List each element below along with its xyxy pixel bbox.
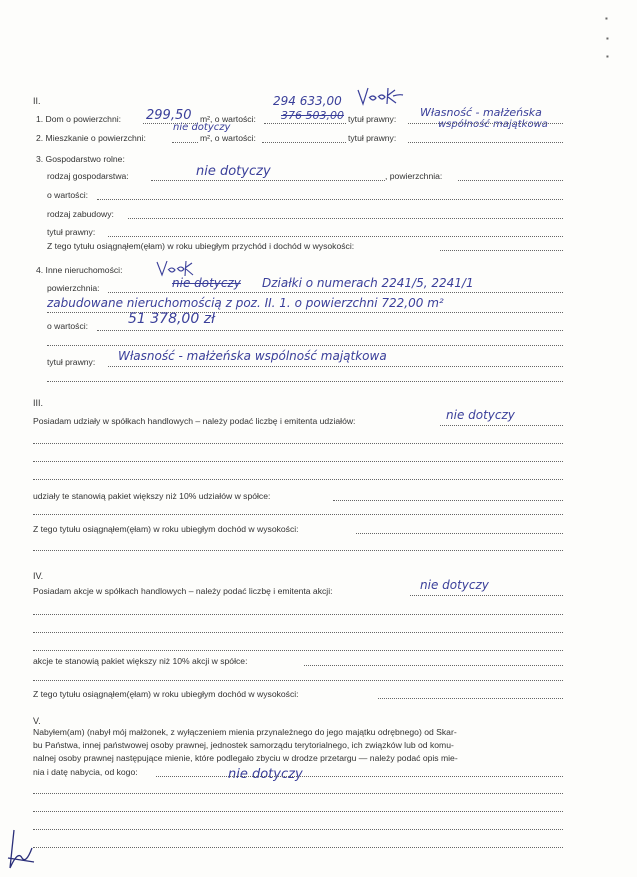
house-title-label: tytuł prawny: [348, 114, 397, 124]
other-property-value-label: o wartości: [47, 321, 89, 331]
farm-income-label: Z tego tytułu osiągnąłem(ęłam) w roku ubiegłym przychód i dochód w wysokości: [47, 241, 355, 251]
house-area: 299,50 [146, 108, 192, 123]
page-mark: ▪ [605, 14, 608, 23]
house-unit-label: m², o wartości: [200, 114, 256, 124]
stocks-label: Posiadam akcje w spółkach handlowych – należy podać liczbę i emitenta akcji: [33, 586, 333, 596]
section-4-heading: IV. [33, 571, 44, 581]
signature-margin-bottom [4, 828, 38, 874]
acquisition-para-line-4: nia i datę nabycia, od kogo: [33, 767, 138, 777]
house-title-handwritten-2: wspólność majątkowa [438, 119, 548, 130]
house-title-handwritten-1: Własność - małżeńska [420, 106, 542, 119]
section-3-heading: III. [33, 398, 44, 408]
farm-title-label: tytuł prawny: [47, 227, 96, 237]
other-property-title: Własność - małżeńska wspólność majątkowa [118, 349, 387, 363]
page-mark: ▪ [606, 52, 609, 61]
other-property-description: zabudowane nieruchomością z poz. II. 1. o powierzchni 722,00 m² [47, 296, 444, 310]
other-property-crossed: nie dotyczy [172, 276, 241, 290]
farm-label: 3. Gospodarstwo rolne: [36, 154, 125, 164]
acquisition-para-line-2: bu Państwa, innej państwowej osoby prawnej, jednostek samorządu terytorialnego, ich związków lub od komu- [33, 740, 454, 750]
farm-value-label: o wartości: [47, 190, 89, 200]
other-property-area-label: powierzchnia: [47, 283, 100, 293]
section-2-heading: II. [33, 96, 41, 106]
other-property-title-label: tytuł prawny: [47, 357, 96, 367]
shares-label: Posiadam udziały w spółkach handlowych – należy podać liczbę i emitenta udziałów: [33, 416, 356, 426]
section-5-heading: V. [33, 716, 41, 726]
acquisition-not-applicable: nie dotyczy [228, 767, 303, 782]
house-label: 1. Dom o powierzchni: [36, 114, 122, 124]
stocks-not-applicable: nie dotyczy [420, 578, 489, 592]
initials-signature-top [355, 84, 405, 110]
farm-area-label: , powierzchnia: [385, 171, 443, 181]
flat-not-applicable: nie dotyczy [173, 122, 231, 133]
acquisition-para-line-3: nalnej osoby prawnej następujące mienie, które podlegało zbyciu w drodze przetargu — należy podać opis mie- [33, 753, 458, 763]
farm-type-label: rodzaj gospodarstwa: [47, 171, 129, 181]
shares-income-label: Z tego tytułu osiągnąłem(ęłam) w roku ubiegłym dochód w wysokości: [33, 524, 299, 534]
page-mark: ▪ [606, 34, 609, 43]
other-property-label: 4. Inne nieruchomości: [36, 265, 123, 275]
farm-not-applicable: nie dotyczy [196, 164, 271, 179]
flat-unit-label: m², o wartości: [200, 133, 256, 143]
stocks-10pct-label: akcje te stanowią pakiet większy niż 10% akcji w spółce: [33, 656, 248, 666]
other-property-value: 51 378,00 zł [128, 311, 216, 327]
flat-label: 2. Mieszkanie o powierzchni: [36, 133, 146, 143]
shares-10pct-label: udziały te stanowią pakiet większy niż 10% udziałów w spółce: [33, 491, 271, 501]
acquisition-para-line-1: Nabyłem(am) (nabył mój małżonek, z wyłączeniem mienia przynależnego do jego majątku odrębnego) od Skar- [33, 727, 457, 737]
stocks-income-label: Z tego tytułu osiągnąłem(ęłam) w roku ubiegłym dochód w wysokości: [33, 689, 299, 699]
other-property-plots: Działki o numerach 2241/5, 2241/1 [262, 276, 474, 290]
flat-title-label: tytuł prawny: [348, 133, 397, 143]
shares-not-applicable: nie dotyczy [446, 408, 515, 422]
house-value-corrected: 294 633,00 [273, 94, 342, 108]
house-value-crossed: 376 503,00 [281, 109, 344, 122]
farm-buildings-label: rodzaj zabudowy: [47, 209, 114, 219]
